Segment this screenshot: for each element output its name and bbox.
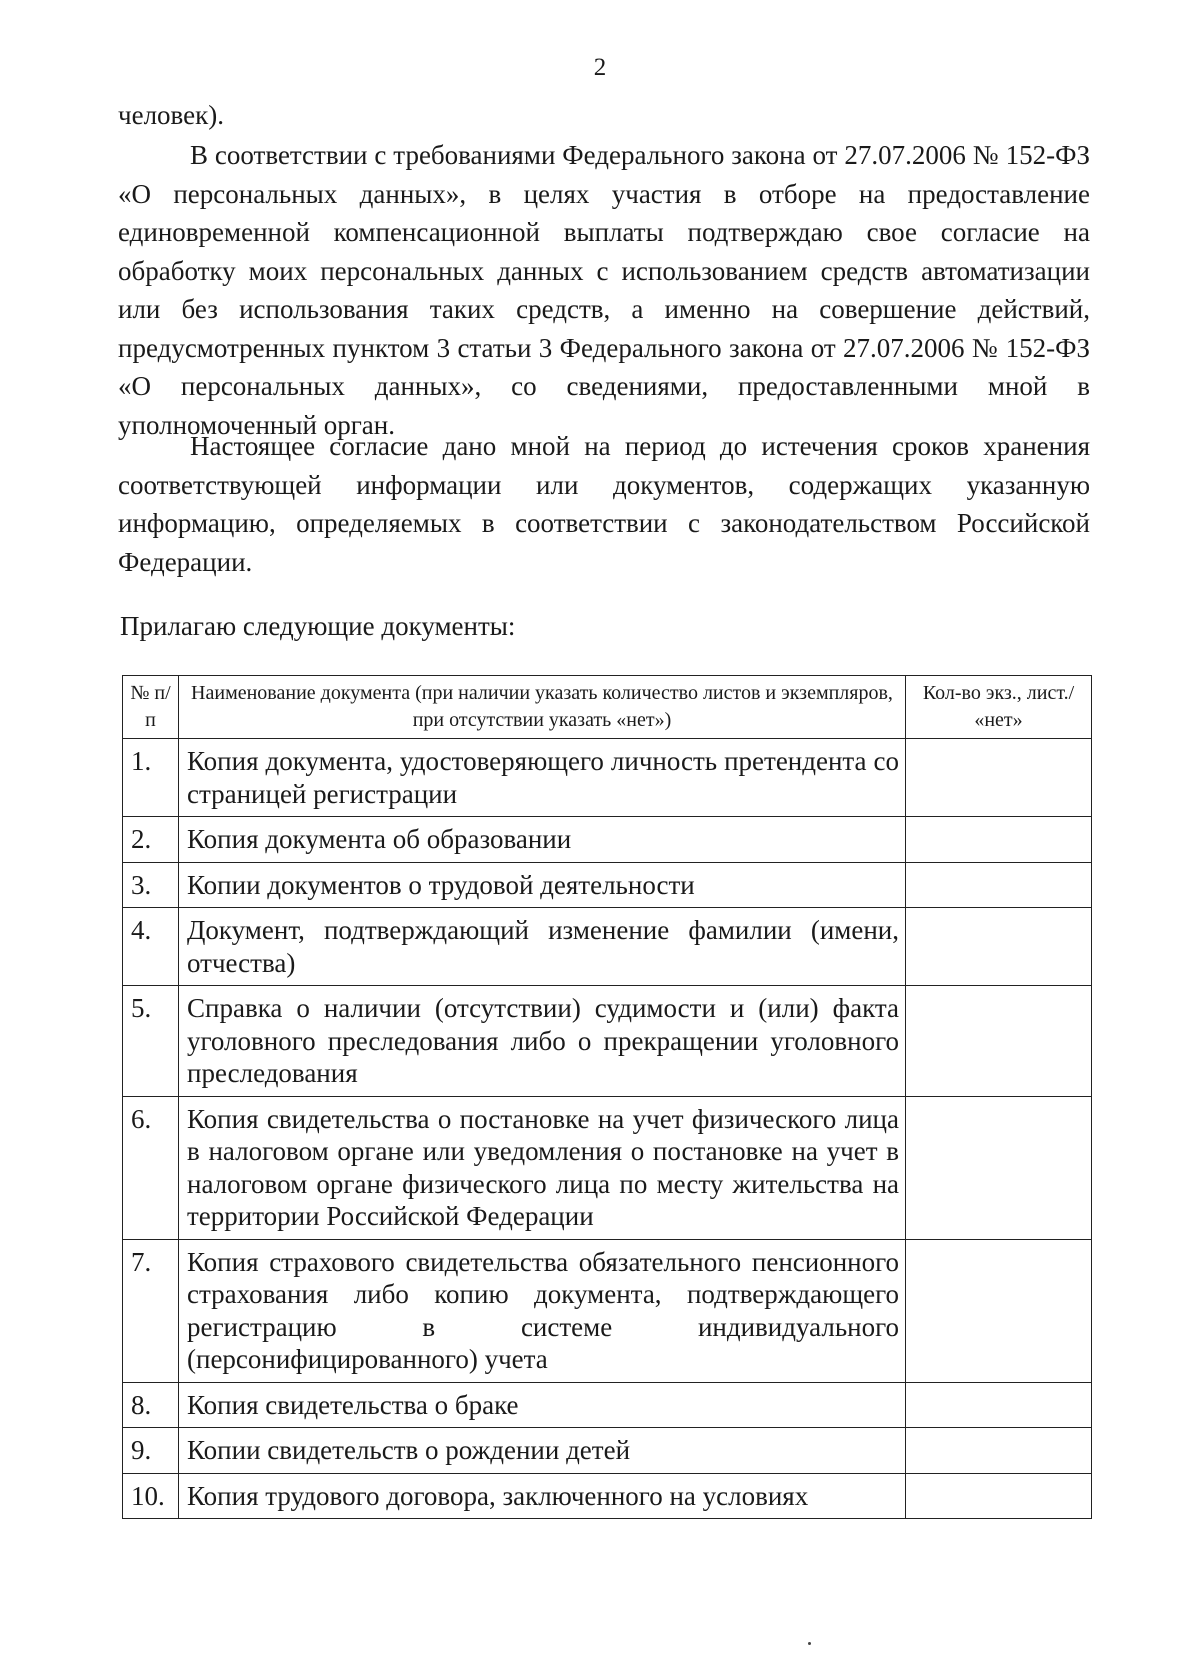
row-doc-name: Справка о наличии (отсутствии) судимости и (или) факта уголовного преследования либо о прекращении уголовного преследования [179,986,906,1097]
row-doc-name: Копии свидетельств о рождении детей [179,1428,906,1474]
table-row [123,739,1092,817]
row-num: 10. [123,1473,179,1519]
row-quantity[interactable] [906,862,1092,908]
row-quantity[interactable] [906,1473,1092,1519]
row-num: 5. [123,986,179,1097]
row-quantity[interactable] [906,986,1092,1097]
row-doc-name: Копия документа, удостоверяющего личность претендента со страницей регистрации [179,739,906,817]
row-quantity[interactable] [906,817,1092,863]
continuation-text: человек). [118,100,224,130]
attachments-table [122,675,1092,1519]
header-quantity: Кол-во экз., лист./ «нет» [906,676,1092,739]
consent-period-paragraph: Настоящее согласие дано мной на период до истечения сроков хранения соответствующей информации или документов, содержащих указанную информацию, определяемых в соответствии с законодательством Российской Федерации. [118,431,1090,577]
row-num: 3. [123,862,179,908]
table-row [123,1473,1092,1519]
table-row [123,1382,1092,1428]
header-num: № п/п [123,676,179,739]
row-quantity[interactable] [906,1382,1092,1428]
page-number: 2 [593,54,607,81]
attachments-heading: Прилагаю следующие документы: [120,611,516,641]
header-doc-name: Наименование документа (при наличии указать количество листов и экземпляров, при отсутствии указать «нет») [179,676,906,739]
table-row [123,1239,1092,1382]
row-quantity[interactable] [906,908,1092,986]
row-doc-name: Копия свидетельства о постановке на учет физического лица в налоговом органе или уведомления о постановке на учет в налоговом органе физического лица по месту жительства на территории Российской Федерации [179,1096,906,1239]
table-row [123,986,1092,1097]
scan-speck [808,1642,811,1645]
table-row [123,862,1092,908]
consent-paragraph: В соответствии с требованиями Федерального закона от 27.07.2006 № 152-ФЗ «О персональных данных», в целях участия в отборе на предоставление единовременной компенсационной выплаты подтверждаю свое согласие на обработку моих персональных данных с использованием средств автоматизации или без использования таких средств, а именно на совершение действий, предусмотренных пунктом 3 статьи 3 Федерального закона от 27.07.2006 № 152-ФЗ «О персональных данных», со сведениями, предоставленными мной в уполномоченный орган. [118,140,1090,440]
table-header-row [123,676,1092,739]
row-num: 9. [123,1428,179,1474]
row-quantity[interactable] [906,1239,1092,1382]
row-doc-name: Копия страхового свидетельства обязательного пенсионного страхования либо копию документа, подтверждающего регистрацию в системе индивидуального (персонифицированного) учета [179,1239,906,1382]
table-row [123,817,1092,863]
row-doc-name: Копия трудового договора, заключенного на условиях [179,1473,906,1519]
table-row [123,1428,1092,1474]
table-row [123,908,1092,986]
row-quantity[interactable] [906,739,1092,817]
row-quantity[interactable] [906,1428,1092,1474]
row-doc-name: Копия свидетельства о браке [179,1382,906,1428]
row-num: 2. [123,817,179,863]
row-doc-name: Копии документов о трудовой деятельности [179,862,906,908]
row-num: 7. [123,1239,179,1382]
row-num: 6. [123,1096,179,1239]
row-doc-name: Копия документа об образовании [179,817,906,863]
row-quantity[interactable] [906,1096,1092,1239]
row-doc-name: Документ, подтверждающий изменение фамилии (имени, отчества) [179,908,906,986]
row-num: 4. [123,908,179,986]
row-num: 8. [123,1382,179,1428]
row-num: 1. [123,739,179,817]
table-row [123,1096,1092,1239]
